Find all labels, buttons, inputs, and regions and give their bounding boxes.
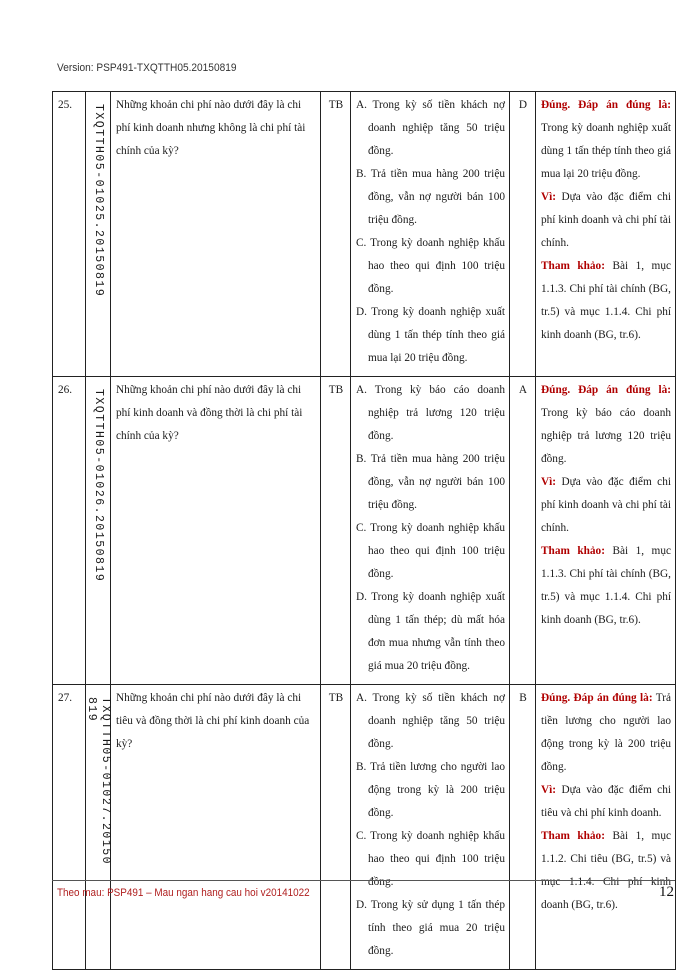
question-row [53,92,676,377]
option-b: B. Trả tiền mua hàng 200 triệu đồng, vẫn nợ người bán 100 triệu đồng. [356,453,505,511]
question-code-cell [86,377,111,685]
question-code: TXQTTH05-01026.20150819 [92,389,105,583]
option-d: D. Trong kỳ sử dụng 1 tấn thép tính theo giá mua 20 triệu đồng. [356,899,505,957]
options-cell [351,377,510,685]
correct-answer-note: Đúng. Đáp án đúng là: Trong kỳ báo cáo doanh nghiệp trả lương 120 triệu đồng. [541,384,671,465]
option-a: A. Trong kỳ báo cáo doanh nghiệp trả lương 120 triệu đồng. [356,384,505,442]
question-number: 26. [53,377,86,685]
question-code: TXQTTH05-01027.20150819 [85,697,112,866]
page-number: 12 [659,884,674,900]
reason-note: Vì: Dựa vào đặc điểm chi tiêu và chi phí kinh doanh. [541,784,671,819]
reason-note: Vì: Dựa vào đặc điểm chi phí kinh doanh và chi phí tài chính. [541,191,671,249]
answer-key: B [510,685,536,970]
version-label: Version: PSP491-TXQTTH05.20150819 [57,62,237,74]
question-number: 25. [53,92,86,377]
option-d: D. Trong kỳ doanh nghiệp xuất dùng 1 tấn thép; dù mất hóa đơn mua nhưng vẫn tính theo giá mua 20 triệu đồng. [356,591,505,672]
footer-divider [52,880,675,881]
question-text: Những khoản chi phí nào dưới đây là chi phí kinh doanh và đồng thời là chi phí tài chính của kỳ? [111,377,321,685]
explanation-cell [536,685,676,970]
difficulty-level: TB [321,685,351,970]
question-number: 27. [53,685,86,970]
question-text: Những khoản chi phí nào dưới đây là chi tiêu và đồng thời là chi phí kinh doanh của kỳ? [111,685,321,970]
answer-key: A [510,377,536,685]
question-table [52,91,676,970]
reason-note: Vì: Dựa vào đặc điểm chi phí kinh doanh và chi phí tài chính. [541,476,671,534]
footer-template-label: Theo mau: PSP491 – Mau ngan hang cau hoi v20141022 [57,887,310,899]
option-a: A. Trong kỳ số tiền khách nợ doanh nghiệp tăng 50 triệu đồng. [356,692,505,750]
explanation-cell [536,377,676,685]
option-c: C. Trong kỳ doanh nghiệp khấu hao theo qui định 100 triệu đồng. [356,237,505,295]
options-cell [351,685,510,970]
correct-answer-note: Đúng. Đáp án đúng là: Trong kỳ doanh nghiệp xuất dùng 1 tấn thép tính theo giá mua lại 20 triệu đồng. [541,99,671,180]
reference-note: Tham khảo: Bài 1, mục 1.1.3. Chi phí tài chính (BG, tr.5) và mục 1.1.4. Chi phí kinh doanh (BG, tr.6). [541,260,672,341]
answer-key: D [510,92,536,377]
question-row [53,377,676,685]
correct-answer-note: Đúng. Đáp án đúng là: Trả tiền lương cho người lao động trong kỳ là 200 triệu đồng. [541,692,672,773]
reference-note: Tham khảo: Bài 1, mục 1.1.3. Chi phí tài chính (BG, tr.5) và mục 1.1.4. Chi phí kinh doanh (BG, tr.6). [541,545,672,626]
option-b: B. Trả tiền lương cho người lao động trong kỳ là 200 triệu đồng. [356,761,505,819]
reference-note: Tham khảo: Bài 1, mục 1.1.2. Chi tiêu (BG, tr.5) và mục 1.1.4. Chi phí kinh doanh (BG, tr.6). [541,830,672,911]
difficulty-level: TB [321,377,351,685]
question-text: Những khoản chi phí nào dưới đây là chi phí kinh doanh nhưng không là chi phí tài chính của kỳ? [111,92,321,377]
difficulty-level: TB [321,92,351,377]
option-a: A. Trong kỳ số tiền khách nợ doanh nghiệp tăng 50 triệu đồng. [356,99,505,157]
option-c: C. Trong kỳ doanh nghiệp khấu hao theo qui định 100 triệu đồng. [356,522,505,580]
option-c: C. Trong kỳ doanh nghiệp khấu hao theo qui định 100 triệu đồng. [356,830,505,888]
question-code: TXQTTH05-01025.20150819 [92,104,105,298]
option-d: D. Trong kỳ doanh nghiệp xuất dùng 1 tấn thép tính theo giá mua lại 20 triệu đồng. [356,306,505,364]
option-b: B. Trả tiền mua hàng 200 triệu đồng, vẫn nợ người bán 100 triệu đồng. [356,168,505,226]
question-row [53,685,676,970]
options-cell [351,92,510,377]
question-code-cell [86,685,111,970]
question-code-cell [86,92,111,377]
explanation-cell [536,92,676,377]
